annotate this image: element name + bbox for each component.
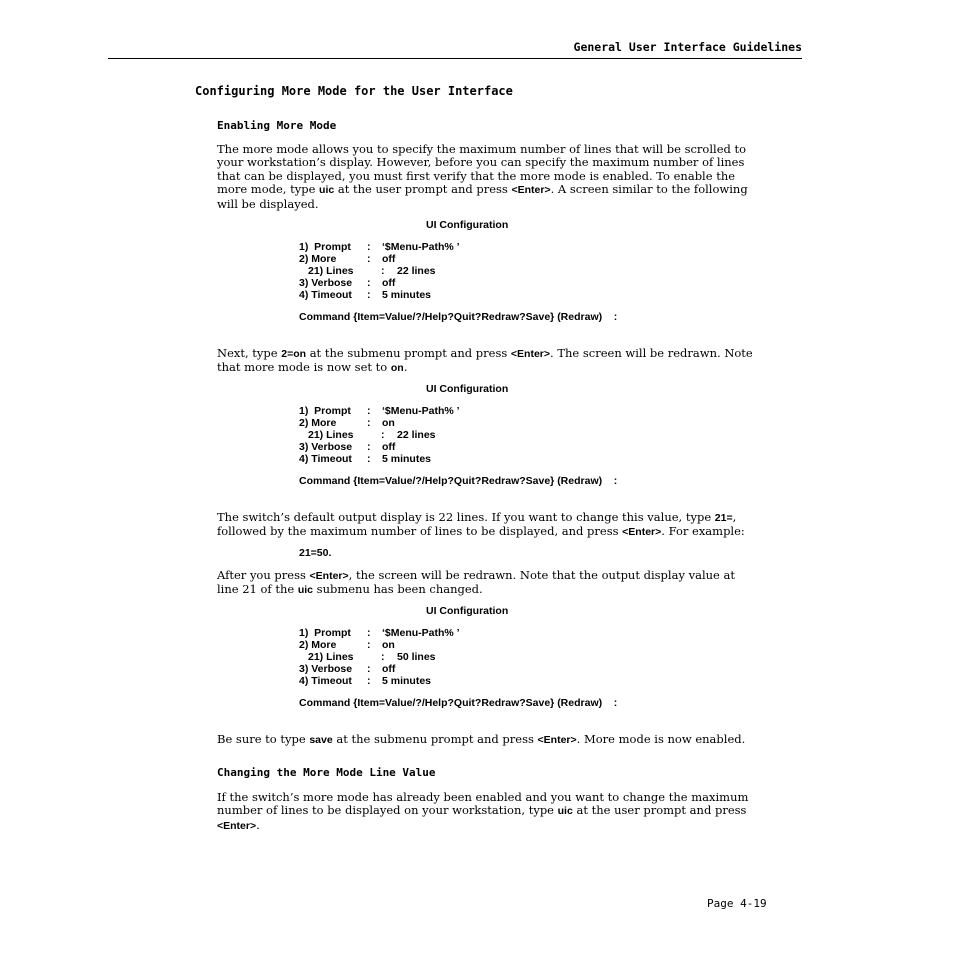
menu-label-prompt: 1) Prompt — [299, 405, 351, 417]
subsection-title-enabling: Enabling More Mode — [217, 119, 337, 132]
paragraph-default-output: The switch’s default output display is 22 lines. If you want to change this value, type 21=, followed by the maximum number of lines to be displayed, and press <Enter>. For example: — [217, 510, 745, 539]
inline-code: <Enter> — [622, 526, 662, 539]
command-prompt: Command {Item=Value/?/Help?Quit?Redraw?Save} (Redraw) : — [299, 475, 618, 487]
inline-code: save — [309, 734, 333, 746]
menu-value-prompt: ‘$Menu-Path% ’ — [382, 627, 460, 639]
menu-value-verbose: off — [382, 663, 396, 675]
screen-title: UI Configuration — [426, 605, 509, 617]
section-title: Configuring More Mode for the User Interface — [195, 84, 513, 98]
menu-value-timeout: 5 minutes — [382, 289, 432, 301]
inline-code: on — [390, 362, 404, 375]
running-header: General User Interface Guidelines — [108, 40, 802, 59]
menu-label-timeout: 4) Timeout — [299, 453, 352, 465]
menu-value-timeout: 5 minutes — [382, 453, 432, 465]
inline-code: <Enter> — [309, 570, 349, 582]
paragraph-changing: If the switch’s more mode has already been enabled and you want to change the maximum number of lines to be displayed on your workstation, type uic at the user prompt and press <Enter>. — [217, 790, 749, 832]
menu-label-lines: 21) Lines — [308, 265, 354, 277]
inline-code: <Enter> — [511, 184, 551, 197]
inline-code: 2=on — [281, 348, 307, 360]
menu-value-lines: 22 lines — [397, 429, 436, 441]
inline-code: uic — [319, 184, 335, 197]
menu-value-timeout: 5 minutes — [382, 675, 432, 687]
inline-code: <Enter> — [537, 734, 577, 746]
menu-value-prompt: ‘$Menu-Path% ’ — [382, 241, 460, 253]
command-prompt: Command {Item=Value/?/Help?Quit?Redraw?Save} (Redraw) : — [299, 697, 618, 709]
paragraph-intro: The more mode allows you to specify the maximum number of lines that will be scrolled to your workstation’s display. However, before you can specify the maximum number of lines that can be displayed, you must first verify that the more mode is enabled. To enable the more mode, type uic at the user prompt and press <Enter>. A screen similar to the following will be displayed. — [217, 142, 748, 211]
menu-label-more: 2) More — [299, 639, 337, 651]
menu-value-more: off — [382, 253, 396, 265]
menu-value-verbose: off — [382, 441, 396, 453]
menu-label-prompt: 1) Prompt — [299, 627, 351, 639]
menu-label-verbose: 3) Verbose — [299, 277, 353, 289]
page-number: Page 4-19 — [707, 897, 767, 910]
inline-code: 21= — [714, 512, 733, 524]
subsection-title-changing: Changing the More Mode Line Value — [217, 766, 436, 779]
inline-code: <Enter> — [510, 348, 551, 360]
menu-label-lines: 21) Lines — [308, 429, 354, 441]
menu-label-verbose: 3) Verbose — [299, 441, 353, 453]
menu-label-timeout: 4) Timeout — [299, 289, 352, 301]
menu-label-more: 2) More — [299, 417, 337, 429]
menu-value-prompt: ‘$Menu-Path% ’ — [382, 405, 460, 417]
menu-value-more: on — [382, 639, 395, 651]
paragraph-after-enter: After you press <Enter>, the screen will be redrawn. Note that the output display value at line 21 of the uic submenu has been changed. — [217, 568, 735, 597]
menu-label-timeout: 4) Timeout — [299, 675, 352, 687]
menu-label-more: 2) More — [299, 253, 337, 265]
command-prompt: Command {Item=Value/?/Help?Quit?Redraw?Save} (Redraw) : — [299, 311, 618, 323]
screen-title: UI Configuration — [426, 219, 509, 231]
inline-code: uic — [297, 584, 314, 597]
menu-label-prompt: 1) Prompt — [299, 241, 351, 253]
paragraph-save: Be sure to type save at the submenu prompt and press <Enter>. More mode is now enabled. — [217, 732, 746, 746]
menu-value-more: on — [382, 417, 395, 429]
menu-value-verbose: off — [382, 277, 396, 289]
menu-label-lines: 21) Lines — [308, 651, 354, 663]
menu-label-verbose: 3) Verbose — [299, 663, 353, 675]
menu-value-lines: 50 lines — [397, 651, 436, 663]
inline-code: uic — [557, 805, 573, 818]
example-command: 21=50. — [299, 547, 332, 559]
inline-code: <Enter> — [217, 819, 257, 832]
paragraph-next: Next, type 2=on at the submenu prompt and press <Enter>. The screen will be redrawn. Note that more mode is now set to on. — [217, 346, 753, 375]
menu-value-lines: 22 lines — [397, 265, 436, 277]
screen-title: UI Configuration — [426, 383, 509, 395]
